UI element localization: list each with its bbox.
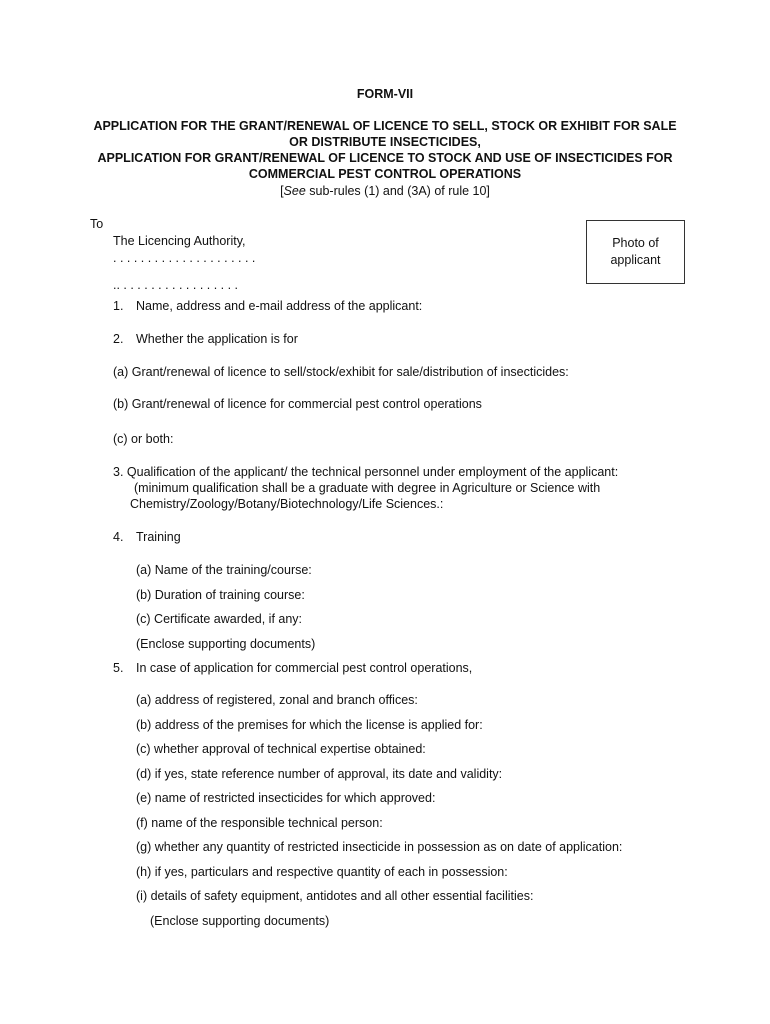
- heading-line-2: OR DISTRIBUTE INSECTICIDES,: [289, 135, 481, 149]
- item-2-text: Whether the application is for: [136, 332, 298, 346]
- item-5c: (c) whether approval of technical expertise obtained:: [136, 742, 426, 756]
- item-5a: (a) address of registered, zonal and branch offices:: [136, 693, 418, 707]
- form-title: FORM-VII: [356, 87, 414, 101]
- item-4-number: 4.: [113, 530, 124, 544]
- rule-reference: [See sub-rules (1) and (3A) of rule 10]: [280, 184, 490, 198]
- item-5f: (f) name of the responsible technical person:: [136, 816, 383, 830]
- item-4-text: Training: [136, 530, 181, 544]
- item-2-number: 2.: [113, 332, 124, 346]
- item-5h: (h) if yes, particulars and respective quantity of each in possession:: [136, 865, 508, 879]
- photo-label: Photo of applicant: [610, 236, 661, 267]
- item-2c: (c) or both:: [113, 432, 174, 446]
- heading-line-3: APPLICATION FOR GRANT/RENEWAL OF LICENCE TO STOCK AND USE OF INSECTICIDES FOR: [97, 151, 673, 165]
- item-5-enclose: (Enclose supporting documents): [150, 914, 330, 928]
- photo-placeholder: [586, 220, 685, 284]
- to-label: To: [90, 217, 104, 231]
- address-dots-2: .. . . . . . . . . . . . . . . . . .: [113, 278, 239, 292]
- item-3-line-3: Chemistry/Zoology/Botany/Biotechnology/Life Sciences.:: [130, 497, 444, 511]
- heading-line-1: APPLICATION FOR THE GRANT/RENEWAL OF LICENCE TO SELL, STOCK OR EXHIBIT FOR SALE: [93, 119, 677, 133]
- item-1-text: Name, address and e-mail address of the applicant:: [136, 299, 423, 313]
- item-5b: (b) address of the premises for which the license is applied for:: [136, 718, 483, 732]
- item-3-line-2: (minimum qualification shall be a graduate with degree in Agriculture or Science with: [134, 481, 601, 495]
- item-4a: (a) Name of the training/course:: [136, 563, 312, 577]
- address-dots-1: . . . . . . . . . . . . . . . . . . . . .: [113, 251, 256, 265]
- item-5i: (i) details of safety equipment, antidotes and all other essential facilities:: [136, 889, 534, 903]
- heading-line-4: COMMERCIAL PEST CONTROL OPERATIONS: [248, 167, 522, 181]
- licencing-authority: The Licencing Authority,: [113, 234, 246, 248]
- item-5-number: 5.: [113, 661, 124, 675]
- item-5d: (d) if yes, state reference number of approval, its date and validity:: [136, 767, 503, 781]
- item-1-number: 1.: [113, 299, 124, 313]
- item-4b: (b) Duration of training course:: [136, 588, 305, 602]
- item-2a: (a) Grant/renewal of licence to sell/stock/exhibit for sale/distribution of insecticides:: [113, 365, 569, 379]
- item-5e: (e) name of restricted insecticides for which approved:: [136, 791, 436, 805]
- item-4-enclose: (Enclose supporting documents): [136, 637, 316, 651]
- item-5-text: In case of application for commercial pest control operations,: [136, 661, 473, 675]
- item-5g: (g) whether any quantity of restricted insecticide in possession as on date of application:: [136, 840, 623, 854]
- item-3-line-1: 3. Qualification of the applicant/ the technical personnel under employment of the applicant:: [113, 465, 619, 479]
- item-2b: (b) Grant/renewal of licence for commercial pest control operations: [113, 397, 482, 411]
- item-4c: (c) Certificate awarded, if any:: [136, 612, 303, 626]
